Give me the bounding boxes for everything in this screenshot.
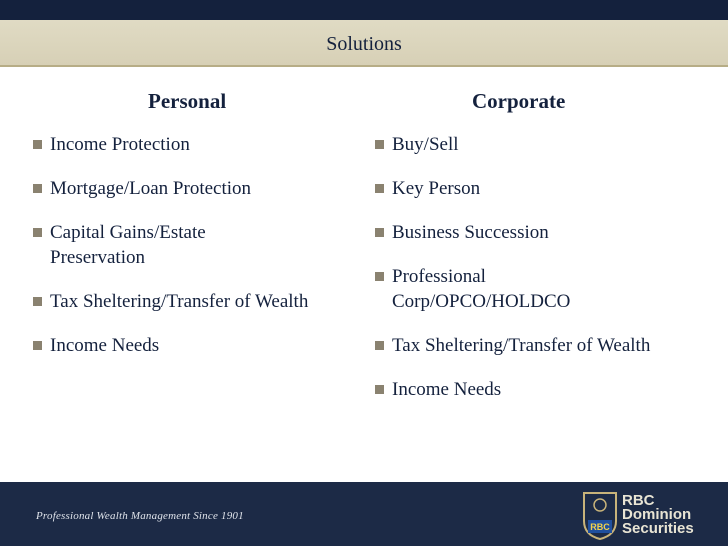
- square-bullet-icon: [375, 272, 384, 281]
- square-bullet-icon: [375, 341, 384, 350]
- personal-column: [30, 88, 330, 377]
- list-item: Professional Corp/OPCO/HOLDCO: [372, 264, 662, 314]
- corporate-column: [372, 88, 712, 421]
- list-item: Income Needs: [30, 333, 330, 358]
- list-item: Key Person: [372, 176, 712, 201]
- square-bullet-icon: [33, 341, 42, 350]
- square-bullet-icon: [375, 140, 384, 149]
- square-bullet-icon: [375, 184, 384, 193]
- corporate-heading: Corporate: [472, 89, 566, 113]
- footer-tagline: Professional Wealth Management Since 1901: [36, 510, 244, 522]
- top-banner: [0, 0, 728, 20]
- list-item: Business Succession: [372, 220, 712, 245]
- square-bullet-icon: [375, 228, 384, 237]
- square-bullet-icon: [33, 228, 42, 237]
- corporate-list: [372, 132, 712, 402]
- square-bullet-icon: [33, 140, 42, 149]
- list-item: Capital Gains/Estate Preservation: [30, 220, 280, 270]
- list-item: Buy/Sell: [372, 132, 712, 157]
- list-item: Mortgage/Loan Protection: [30, 176, 330, 201]
- list-item: Tax Sheltering/Transfer of Wealth: [372, 333, 682, 358]
- personal-list: [30, 132, 330, 358]
- square-bullet-icon: [33, 184, 42, 193]
- list-item: Tax Sheltering/Transfer of Wealth: [30, 289, 320, 314]
- personal-heading: Personal: [148, 89, 227, 113]
- slide-title: Solutions: [326, 33, 402, 55]
- square-bullet-icon: [375, 385, 384, 394]
- svg-text:RBC: RBC: [590, 522, 610, 532]
- logo-wordmark: RBC Dominion Securities: [622, 492, 694, 537]
- list-item: Income Needs: [372, 377, 712, 402]
- square-bullet-icon: [33, 297, 42, 306]
- list-item: Income Protection: [30, 132, 330, 157]
